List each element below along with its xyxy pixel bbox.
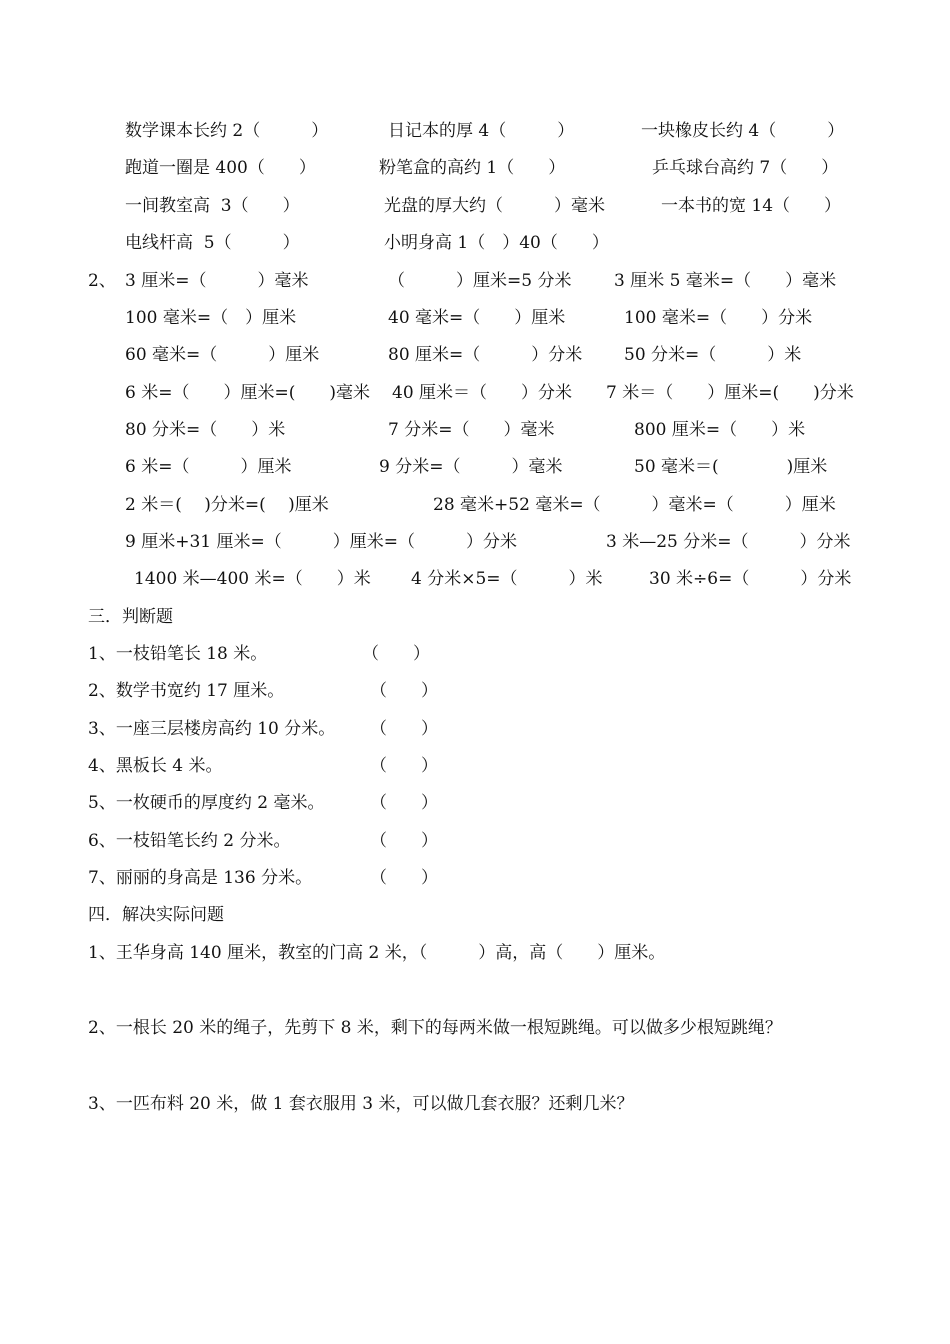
s2-number: 2、 <box>88 271 116 291</box>
s1-row2-col1: 跑道一圈是 400（ ） <box>125 158 316 178</box>
tf-item-6: 6、一枝铅笔长约 2 分米。 <box>88 831 291 851</box>
s2-row2-col3: 100 毫米=（ ）分米 <box>624 308 813 328</box>
word-problem-3: 3、一匹布料 20 米，做 1 套衣服用 3 米，可以做几套衣服？还剩几米？ <box>88 1094 634 1114</box>
word-problem-2: 2、一根长 20 米的绳子，先剪下 8 米，剩下的每两米做一根短跳绳。可以做多少根短跳绳？ <box>88 1018 782 1038</box>
s1-row3-col3: 一本书的宽 14（ ） <box>661 196 842 216</box>
s1-row3-col2: 光盘的厚大约（ ）毫米 <box>384 196 605 216</box>
s1-row2-col2: 粉笔盒的高约 1（ ） <box>379 158 566 178</box>
s1-row1-col1: 数学课本长约 2（ ） <box>125 121 329 141</box>
s2-row6-col2: 9 分米=（ ）毫米 <box>379 457 563 477</box>
tf-item-2: 2、数学书宽约 17 厘米。 <box>88 681 285 701</box>
s1-row4-col1: 电线杆高 5（ ） <box>125 233 300 253</box>
tf-answer-blank-1[interactable]: （ ） <box>362 644 430 664</box>
s2-row1-col1: 3 厘米=（ ）毫米 <box>125 271 309 291</box>
tf-answer-blank-3[interactable]: （ ） <box>370 719 438 739</box>
s2-row2-col1: 100 毫米=（ ）厘米 <box>125 308 297 328</box>
s2-row8-col1: 9 厘米+31 厘米=（ ）厘米=（ ）分米 <box>125 532 517 552</box>
s1-row1-col2: 日记本的厚 4（ ） <box>388 121 575 141</box>
s2-row6-col1: 6 米=（ ）厘米 <box>125 457 292 477</box>
section4-heading: 四．解决实际问题 <box>88 905 224 925</box>
s2-row8-col2: 3 米—25 分米=（ ）分米 <box>606 532 851 552</box>
s2-row9-col2: 4 分米×5=（ ）米 <box>411 569 603 589</box>
s2-row9-col3: 30 米÷6=（ ）分米 <box>649 569 852 589</box>
tf-item-1: 1、一枝铅笔长 18 米。 <box>88 644 268 664</box>
s2-row3-col3: 50 分米=（ ）米 <box>624 345 802 365</box>
tf-item-7: 7、丽丽的身高是 136 分米。 <box>88 868 313 888</box>
s2-row5-col3: 800 厘米=（ ）米 <box>634 420 806 440</box>
s2-row9-col1: 1400 米—400 米=（ ）米 <box>134 569 371 589</box>
s2-row4-col3: 7 米＝（ ）厘米=( )分米 <box>606 383 854 403</box>
s2-row1-col2: （ ）厘米=5 分米 <box>388 271 572 291</box>
s2-row7-col2: 28 毫米+52 毫米=（ ）毫米=（ ）厘米 <box>433 495 836 515</box>
s2-row2-col2: 40 毫米=（ ）厘米 <box>388 308 566 328</box>
s1-row2-col3: 乒乓球台高约 7（ ） <box>652 158 839 178</box>
section3-heading: 三．判断题 <box>88 607 173 627</box>
tf-item-5: 5、一枚硬币的厚度约 2 毫米。 <box>88 793 325 813</box>
tf-answer-blank-6[interactable]: （ ） <box>370 831 438 851</box>
tf-answer-blank-7[interactable]: （ ） <box>370 868 438 888</box>
s2-row7-col1: 2 米＝( )分米=( )厘米 <box>125 495 329 515</box>
s2-row3-col2: 80 厘米=（ ）分米 <box>388 345 583 365</box>
s2-row3-col1: 60 毫米=（ ）厘米 <box>125 345 320 365</box>
tf-item-4: 4、黑板长 4 米。 <box>88 756 223 776</box>
s2-row1-col3: 3 厘米 5 毫米=（ ）毫米 <box>614 271 837 291</box>
s2-row4-col2: 40 厘米＝（ ）分米 <box>392 383 573 403</box>
s2-row5-col1: 80 分米=（ ）米 <box>125 420 286 440</box>
s1-row1-col3: 一块橡皮长约 4（ ） <box>641 121 845 141</box>
s1-row4-col2: 小明身高 1（ ）40（ ） <box>384 233 609 253</box>
s2-row5-col2: 7 分米=（ ）毫米 <box>388 420 555 440</box>
s2-row4-col1: 6 米=（ ）厘米=( )毫米 <box>125 383 370 403</box>
tf-answer-blank-2[interactable]: （ ） <box>370 681 438 701</box>
tf-answer-blank-5[interactable]: （ ） <box>370 793 438 813</box>
s1-row3-col1: 一间教室高 3（ ） <box>125 196 300 216</box>
s2-row6-col3: 50 毫米＝( )厘米 <box>634 457 828 477</box>
tf-item-3: 3、一座三层楼房高约 10 分米。 <box>88 719 336 739</box>
word-problem-1: 1、王华身高 140 厘米，教室的门高 2 米，（ ）高，高（ ）厘米。 <box>88 943 666 963</box>
tf-answer-blank-4[interactable]: （ ） <box>370 756 438 776</box>
